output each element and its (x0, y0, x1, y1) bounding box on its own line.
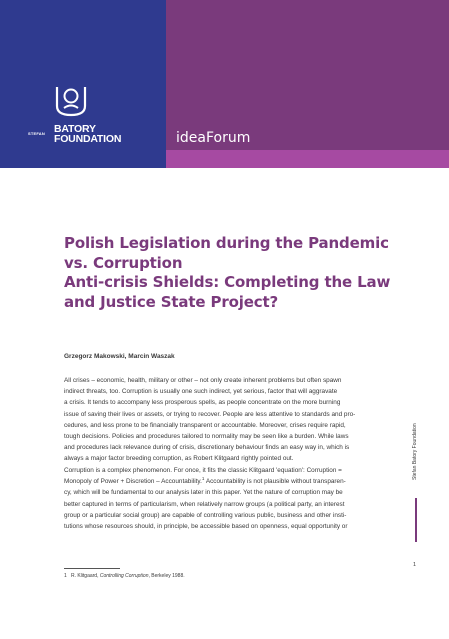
authors: Grzegorz Makowski, Marcin Waszak (64, 353, 175, 360)
title-line: vs. Corruption (64, 253, 183, 272)
logo-wordmark (54, 124, 121, 144)
document-title (64, 234, 404, 312)
page-number: 1 (413, 562, 417, 568)
text-line: always a major factor breeding corruption, as Robert Klitgaard rightly pointed out. (64, 455, 294, 463)
text-line: group or a particular social group) are capable of controlling various public, business and other insti- (64, 511, 347, 519)
text-segment: Accountability is not plausible without transparen- (204, 478, 346, 486)
series-name: ideaForum (176, 130, 251, 146)
text-line: and procedures lack relevance during of crisis, discretionary behaviour finds an easy way in, which is (64, 444, 350, 452)
text-line: cedures, and less prone to be financially transparent or accountable. Moreover, crises require rapid, (64, 421, 346, 429)
footnote-author: R. Klitgaard, (70, 573, 99, 579)
footnote (64, 573, 185, 579)
logo-small-text: STEFAN (28, 131, 45, 136)
logo-line-2: FOUNDATION (54, 133, 122, 145)
batory-foundation-logo-icon (54, 84, 88, 118)
footnote-number: 1 (64, 573, 67, 579)
text-line: indirect threats, too. Corruption is usually one such indirect, yet serious, factor that will aggravate (64, 388, 338, 396)
footnote-divider (64, 568, 120, 569)
footnote-reference[interactable]: 1 (201, 476, 205, 482)
header-magenta-band (166, 150, 449, 168)
text-line: a crisis. It tends to accompany less prosperous spells, as people concentrate on the more burning (64, 399, 341, 407)
paragraph-2 (64, 465, 396, 532)
sidebar-accent-bar (415, 498, 417, 542)
sidebar-foundation-label: Stefan Batory Foundation (412, 423, 418, 480)
text-line: Corruption is a complex phenomenon. For once, it fits the classic Klitgaard 'equation': Corruption = (64, 467, 342, 474)
paragraph-1 (64, 375, 396, 465)
footnote-rest: , Berkeley 1988. (148, 573, 185, 579)
title-line: Anti-crisis Shields: Completing the Law (64, 273, 391, 291)
text-line: better captured in terms of particularism, when relatively narrow groups (a political party, an interest (64, 500, 345, 508)
text-line: issue of saving their lives or assets, or trying to recover. People are less attentive to standards and pro- (64, 410, 356, 418)
page-header (0, 0, 449, 168)
text-line: tutions whose resources should, in principle, be accessible based on openness, equal opportunity or (64, 523, 348, 531)
text-line: cy, which will be fundamental to our analysis later in this paper. Yet the nature of corruption may be (64, 489, 343, 497)
text-line: All crises – economic, health, military or other – not only create inherent problems but often spawn (64, 377, 342, 384)
logo-line-1: BATORY (54, 123, 96, 135)
title-line: Polish Legislation during the Pandemic (64, 234, 389, 252)
text-line (64, 476, 396, 487)
footnote-work-title: Controlling Corruption (99, 573, 149, 579)
title-line: and Justice State Project? (64, 292, 279, 311)
text-segment: Monopoly of Power + Discretion – Accountability. (64, 478, 202, 486)
text-line: tough decisions. Policies and procedures tailored to normality may be seen like a burden. While laws (64, 433, 349, 441)
